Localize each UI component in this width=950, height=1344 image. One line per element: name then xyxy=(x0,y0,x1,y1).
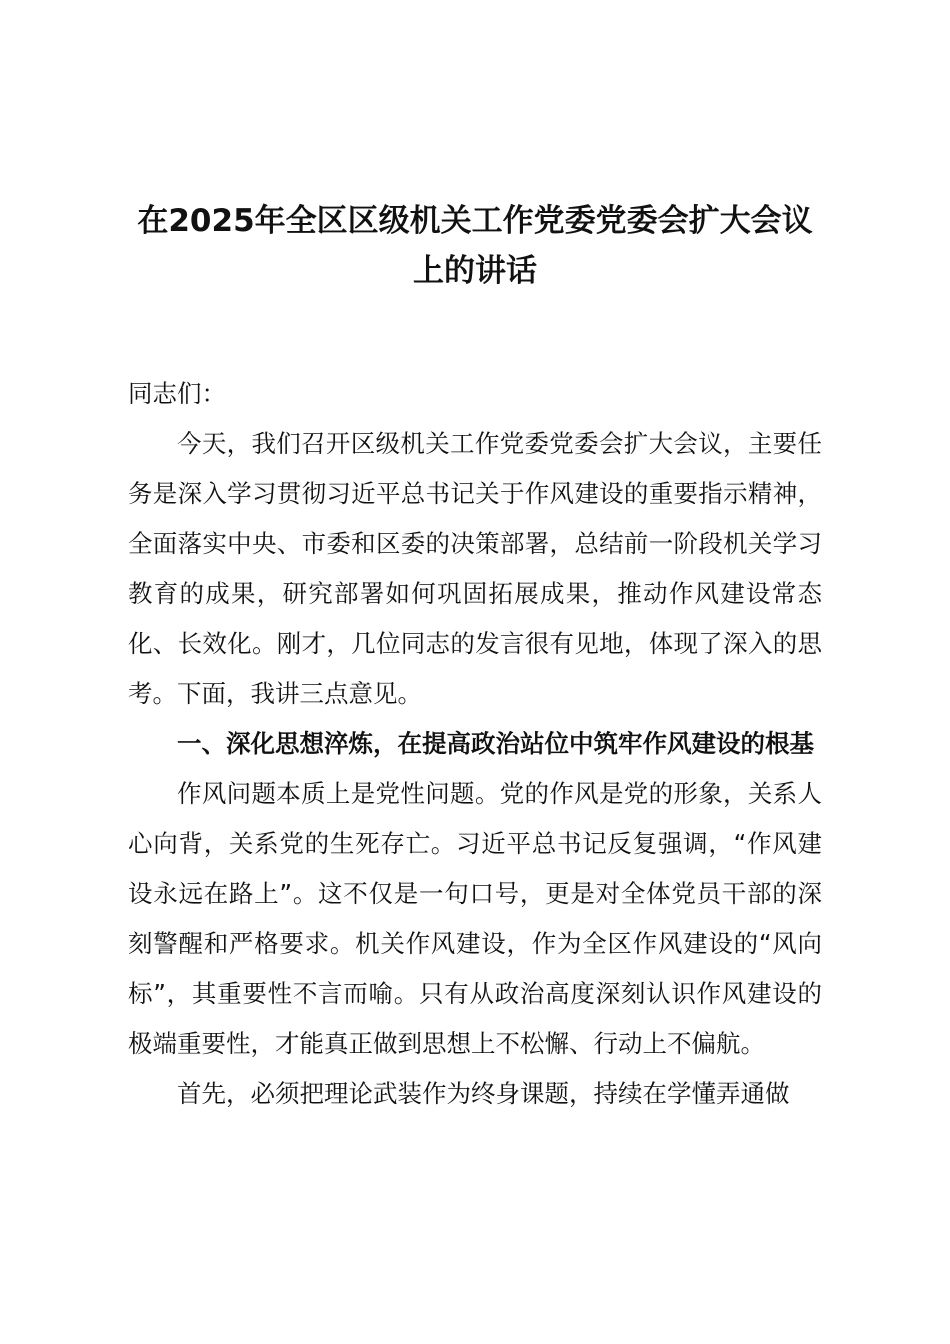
document-body xyxy=(128,369,822,1119)
section-paragraph: 作风问题本质上是党性问题。党的作风是党的形象，关系人心向背，关系党的生死存亡。习近平总书记反复强调，“作风建设永远在路上”。这不仅是一句口号，更是对全体党员干部的深刻警醒和严格要求。机关作风建设，作为全区作风建设的“风向标”，其重要性不言而喻。只有从政治高度深刻认识作风建设的极端重要性，才能真正做到思想上不松懈、行动上不偏航。 xyxy=(128,779,822,1058)
document-title: 在2025年全区区级机关工作党委党委会扩大会议 上的讲话 xyxy=(137,203,813,289)
document-page xyxy=(128,196,822,1119)
intro-paragraph: 今天，我们召开区级机关工作党委党委会扩大会议，主要任务是深入学习贯彻习近平总书记关于作风建设的重要指示精神，全面落实中央、市委和区委的决策部署，总结前一阶段机关学习教育的成果，研究部署如何巩固拓展成果，推动作风建设常态化、长效化。刚才，几位同志的发言很有见地，体现了深入的思考。下面，我讲三点意见。 xyxy=(128,429,822,708)
section-heading: 一、深化思想淬炼，在提高政治站位中筑牢作风建设的根基 xyxy=(177,729,814,758)
section-paragraph: 首先，必须把理论武装作为终身课题，持续在学懂弄通做 xyxy=(177,1079,790,1108)
salutation: 同志们： xyxy=(128,379,226,408)
